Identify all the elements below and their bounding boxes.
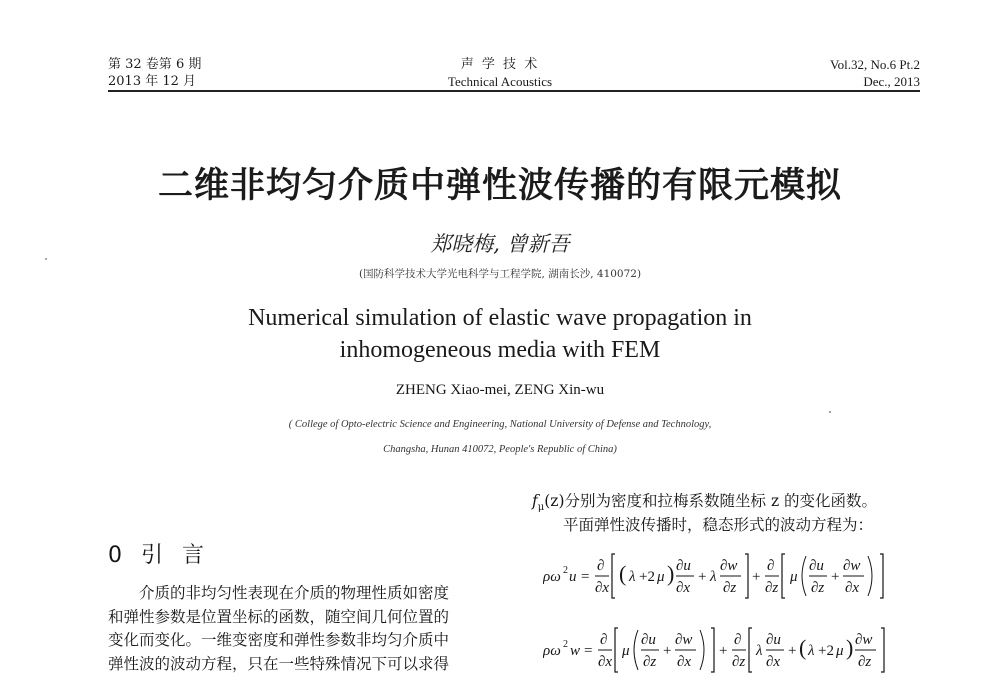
svg-text:ρω: ρω <box>543 569 561 585</box>
svg-text:∂: ∂ <box>600 632 608 648</box>
svg-text:): ) <box>846 635 854 660</box>
paper-title-en <box>0 302 1000 366</box>
svg-text:∂u: ∂u <box>766 632 781 648</box>
svg-text:∂w: ∂w <box>675 632 693 648</box>
svg-text:λ: λ <box>629 569 636 585</box>
svg-text:∂z: ∂z <box>723 580 737 596</box>
svg-text:(: ( <box>619 561 627 586</box>
svg-text:∂w: ∂w <box>855 632 873 648</box>
svg-text:∂: ∂ <box>734 632 742 648</box>
svg-text:2: 2 <box>563 639 568 650</box>
mu-subscript: μ <box>537 502 545 514</box>
body-right-line2: 平面弹性波传播时，稳态形式的波动方程为： <box>563 516 874 534</box>
svg-text:∂x: ∂x <box>677 654 692 670</box>
body-line: 介质的非均匀性表现在介质的物理性质如密度 <box>139 584 450 602</box>
svg-text:μ: μ <box>657 569 665 585</box>
authors-en: ZHENG Xiao-mei, ZENG Xin-wu <box>395 382 605 398</box>
equation-2 <box>543 622 913 678</box>
svg-text:∂w: ∂w <box>720 558 738 574</box>
svg-text:w: w <box>570 643 581 659</box>
svg-text:μ: μ <box>622 643 630 659</box>
body-line: 变化而变化。一维变密度和弹性参数非均匀介质中 <box>108 631 450 649</box>
svg-text:∂z: ∂z <box>858 654 872 670</box>
journal-name-cn: 声 学 技 术 <box>460 57 540 72</box>
issue-date: 2013 年 12 月 <box>108 74 197 89</box>
svg-text:+: + <box>752 569 761 585</box>
affiliation-en-line2: Changsha, Hunan 410072, People's Republic of China) <box>383 444 617 455</box>
header-rule <box>108 90 920 92</box>
svg-text:+2: +2 <box>639 569 655 585</box>
body-line: 和弹性参数是位置坐标的函数，随空间几何位置的 <box>108 607 450 626</box>
svg-text:u: u <box>569 569 577 585</box>
body-line: 弹性波的波动方程，只在一些特殊情况下可以求得 <box>108 654 450 673</box>
svg-text:+: + <box>788 643 797 659</box>
svg-text:=: = <box>581 569 590 585</box>
svg-text:∂x: ∂x <box>845 580 860 596</box>
svg-text:∂x: ∂x <box>598 654 613 670</box>
f-symbol: f <box>532 492 538 510</box>
svg-text:μ: μ <box>790 569 798 585</box>
svg-text:+: + <box>831 569 840 585</box>
volume-en: Vol.32, No.6 Pt.2 <box>829 57 920 72</box>
body-right-line1-rest: (z)分别为密度和拉梅系数随坐标 z 的变化函数。 <box>544 492 878 510</box>
section-heading-introduction: 0 引 言 <box>108 543 210 568</box>
svg-text:=: = <box>584 643 593 659</box>
svg-text:∂z: ∂z <box>765 580 779 596</box>
svg-text:∂z: ∂z <box>643 654 657 670</box>
svg-text:λ: λ <box>808 643 815 659</box>
paper-title-cn: 二维非均匀介质中弹性波传播的有限元模拟 <box>157 166 842 206</box>
affiliation-en-line1: ( College of Opto-electric Science and Engineering, National University of Defense and Technology, <box>288 419 712 430</box>
svg-text:∂w: ∂w <box>843 558 861 574</box>
svg-text:∂u: ∂u <box>676 558 691 574</box>
svg-text:μ: μ <box>836 643 844 659</box>
svg-text:∂: ∂ <box>597 558 605 574</box>
journal-name-en: Technical Acoustics <box>447 74 553 89</box>
equation-1-figure <box>543 548 913 604</box>
svg-text:∂z: ∂z <box>811 580 825 596</box>
equation-2-figure <box>543 622 913 678</box>
svg-text:+: + <box>663 643 672 659</box>
issue-volume: 第 32 卷第 6 期 <box>108 57 202 72</box>
svg-text:∂u: ∂u <box>641 632 656 648</box>
scan-speck <box>45 258 47 260</box>
svg-text:2: 2 <box>563 565 568 576</box>
svg-text:∂z: ∂z <box>732 654 746 670</box>
paper-title-en-line1: Numerical simulation of elastic wave propagation in <box>248 305 752 331</box>
svg-text:+2: +2 <box>818 643 834 659</box>
svg-text:λ: λ <box>710 569 717 585</box>
paper-title-en-line2: inhomogeneous media with FEM <box>339 337 661 363</box>
date-en: Dec., 2013 <box>863 74 920 89</box>
svg-text:∂x: ∂x <box>766 654 781 670</box>
body-left-column <box>108 582 496 676</box>
affiliation-cn: (国防科学技术大学光电科学与工程学院, 湖南长沙, 410072) <box>358 268 642 280</box>
svg-text:∂: ∂ <box>767 558 775 574</box>
svg-text:∂x: ∂x <box>595 580 610 596</box>
svg-text:+: + <box>719 643 728 659</box>
svg-text:λ: λ <box>756 643 763 659</box>
equation-1 <box>543 548 913 604</box>
authors-cn: 郑晓梅, 曾新吾 <box>430 232 570 256</box>
svg-text:): ) <box>667 561 675 586</box>
svg-text:∂x: ∂x <box>676 580 691 596</box>
svg-text:(: ( <box>799 635 807 660</box>
svg-text:ρω: ρω <box>543 643 561 659</box>
svg-text:+: + <box>698 569 707 585</box>
svg-text:∂u: ∂u <box>809 558 824 574</box>
scan-speck <box>829 411 831 413</box>
